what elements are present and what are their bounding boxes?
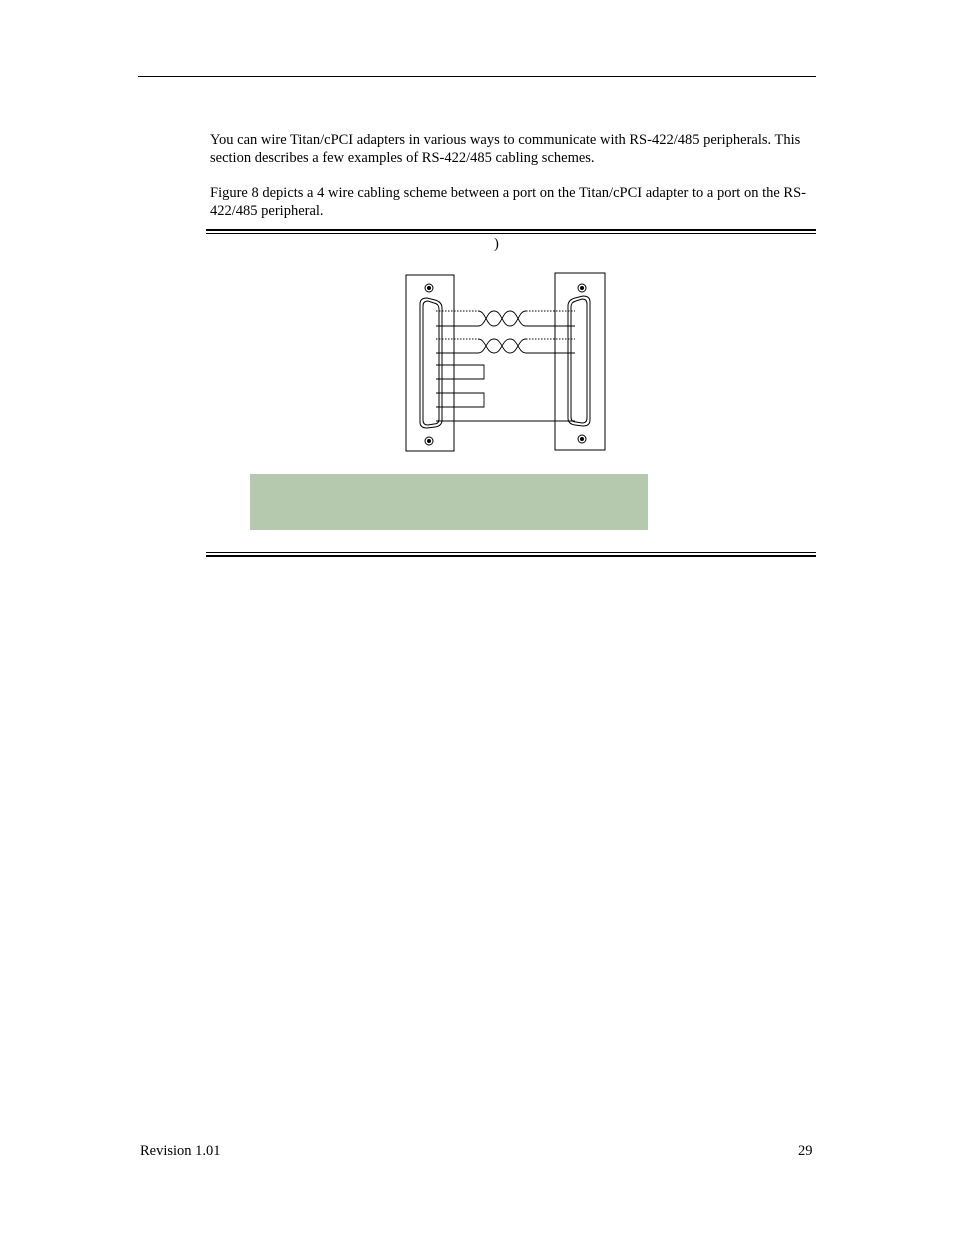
db-connector-cable-diagram-icon [400,268,610,454]
figure-caption: ) [494,236,499,252]
left-connector [406,275,454,451]
figure-top-rule-thin [206,233,816,234]
figure-bottom-rule [206,555,816,557]
note-box [250,474,648,530]
figure-top-rule [206,229,816,231]
header-rule [138,76,816,77]
footer-page-number: 29 [798,1143,813,1159]
footer-revision: Revision 1.01 [140,1143,221,1159]
intro-paragraph: You can wire Titan/cPCI adapters in various ways to communicate with RS-422/485 peripherals. This section describes a few examples of RS-422/485 cabling schemes. [210,132,801,166]
right-connector [555,273,605,450]
figure-description-paragraph: Figure 8 depicts a 4 wire cabling scheme between a port on the Titan/cPCI adapter to a port on the RS-422/485 peripheral. [210,185,806,219]
cable-wires [436,311,575,421]
figure-bottom-rule-thin [206,552,816,553]
